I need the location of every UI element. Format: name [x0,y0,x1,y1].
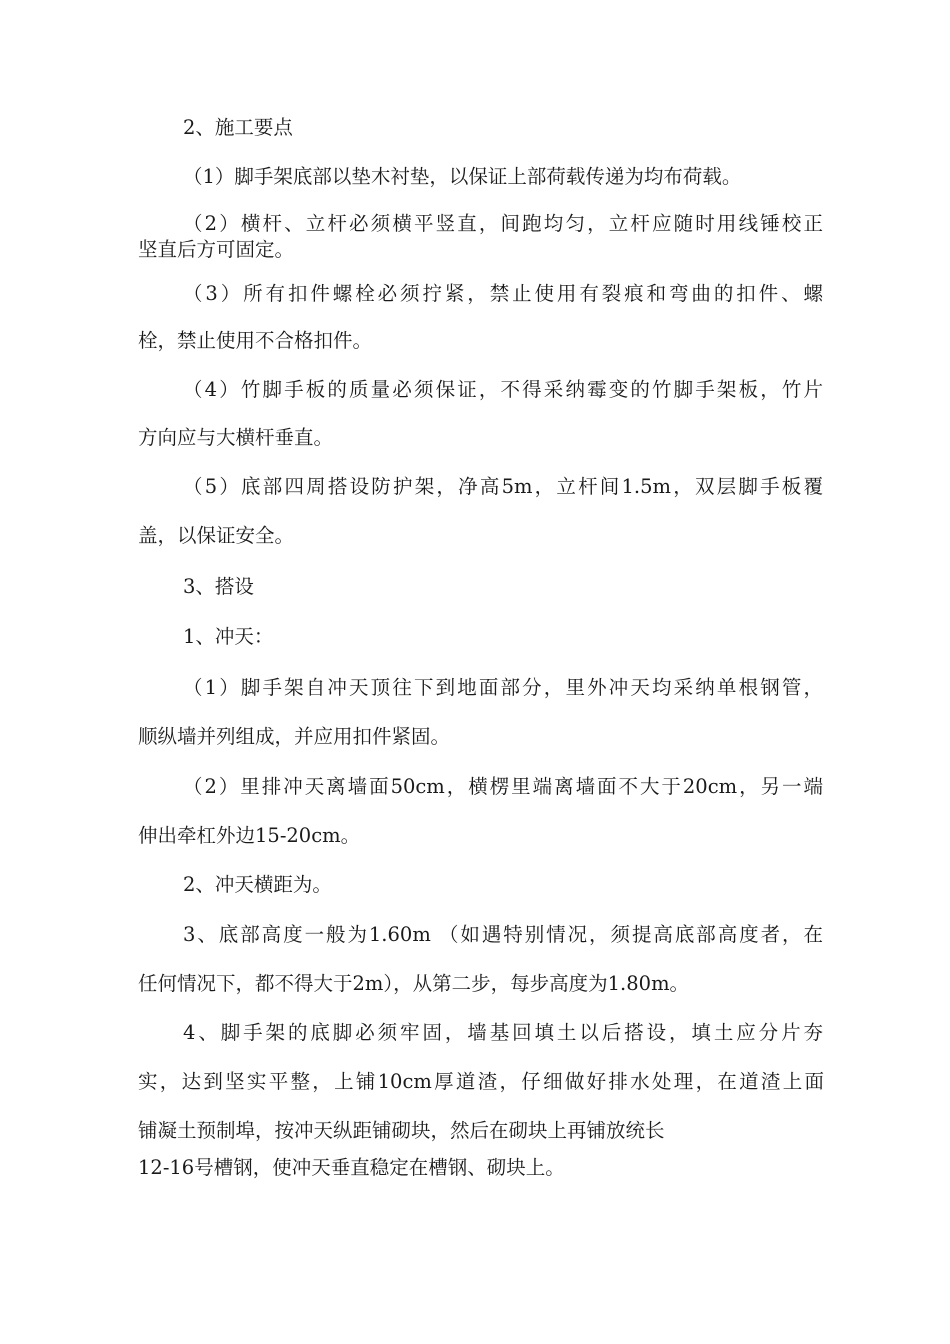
paragraph-line: 实，达到坚实平整，上铺10cm厚道渣，仔细做好排水处理，在道渣上面 [138,1070,824,1093]
paragraph-line: 任何情况下，都不得大于2m），从第二步，每步高度为1.80m。 [138,972,690,995]
paragraph-line: 方向应与大横杆垂直。 [138,426,334,449]
paragraph-line: 3、底部高度一般为1.60m （如遇特别情况，须提高底部高度者，在 [183,923,823,946]
paragraph-line: （1）脚手架自冲天顶往下到地面部分，里外冲天均采纳单根钢管， [183,676,823,699]
paragraph-line: 坚直后方可固定。 [138,238,295,261]
section-heading-erection: 3、搭设 [183,575,254,598]
subsection-heading: 1、冲天： [183,625,274,648]
paragraph-line: （1）脚手架底部以垫木衬垫，以保证上部荷载传递为均布荷载。 [183,165,742,188]
paragraph-line: （3）所有扣件螺栓必须拧紧，禁止使用有裂痕和弯曲的扣件、螺 [183,282,823,305]
paragraph-line: （5）底部四周搭设防护架，净高5m，立杆间1.5m，双层脚手板覆 [183,475,823,498]
paragraph-line: （2）横杆、立杆必须横平竖直，间跑均匀，立杆应随时用线锤校正 [183,212,823,235]
paragraph-line: 伸出牵杠外边15-20cm。 [138,824,361,847]
paragraph-line: 铺凝土预制埠，按冲天纵距铺砌块，然后在砌块上再铺放统长 [138,1119,665,1142]
paragraph-line: 4、脚手架的底脚必须牢固，墙基回填土以后搭设，填土应分片夯 [183,1021,823,1044]
paragraph-line: 栓，禁止使用不合格扣件。 [138,329,373,352]
paragraph-line: 2、冲天横距为。 [183,873,332,896]
paragraph-line: 12-16号槽钢，使冲天垂直稳定在槽钢、砌块上。 [138,1156,565,1179]
paragraph-line: 盖，以保证安全。 [138,524,295,547]
paragraph-line: （2）里排冲天离墙面50cm，横楞里端离墙面不大于20cm，另一端 [183,775,823,798]
paragraph-line: 顺纵墙并列组成，并应用扣件紧固。 [138,725,451,748]
section-heading-construction-points: 2、施工要点 [183,116,293,139]
paragraph-line: （4）竹脚手板的质量必须保证，不得采纳霉变的竹脚手架板，竹片 [183,378,823,401]
